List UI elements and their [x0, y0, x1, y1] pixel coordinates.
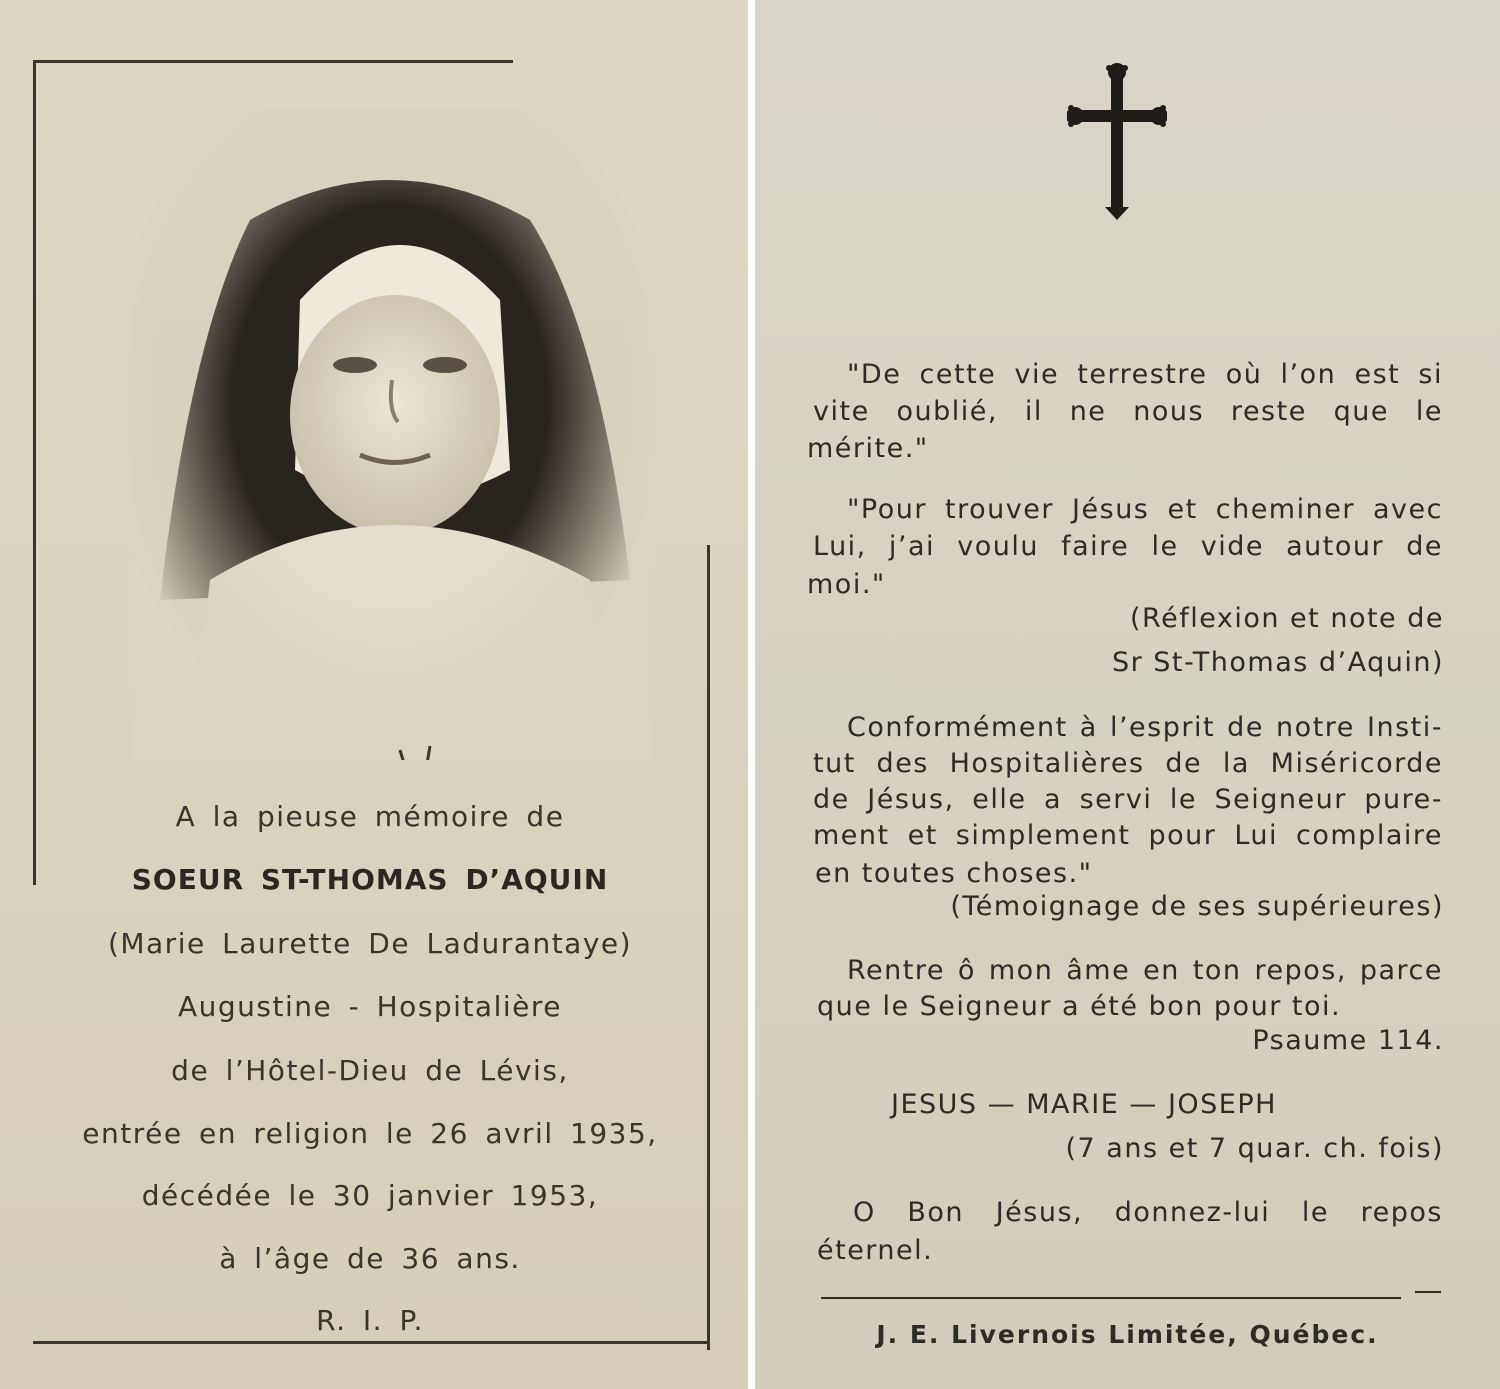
testimony-line1: Conformément à l’esprit de notre Insti- [847, 712, 1443, 743]
testimony-line4: ment et simplement pour Lui complaire [813, 820, 1443, 851]
portrait-photo [130, 110, 650, 760]
border-left-rule [33, 60, 36, 885]
testimony-line3: de Jésus, elle a servi le Seigneur pure- [813, 784, 1443, 815]
indulgence-note: (7 ans et 7 quar. ch. fois) [1065, 1133, 1444, 1164]
attribution1-line2: Sr St-Thomas d’Aquin) [1111, 647, 1444, 678]
memorial-card-back [755, 0, 1500, 1389]
death-date: décédée le 30 janvier 1953, [141, 1179, 599, 1212]
religious-order: Augustine - Hospitalière [177, 990, 562, 1023]
entry-date: entrée en religion le 26 avril 1935, [82, 1117, 658, 1150]
psalm-reference: Psaume 114. [1252, 1025, 1444, 1056]
memorial-card-front [0, 0, 748, 1389]
footer-rule [821, 1297, 1401, 1299]
memorial-line: A la pieuse mémoire de [175, 800, 565, 833]
quote2-line3: moi." [807, 569, 886, 600]
cross-icon [1067, 62, 1167, 222]
testimony-line2: tut des Hospitalières de la Miséricorde [813, 748, 1443, 779]
quote1-line1: "De cette vie terrestre où l’on est si [847, 359, 1443, 390]
birth-name: (Marie Laurette De Ladurantaye) [107, 927, 633, 960]
rip-text: R. I. P. [316, 1304, 424, 1337]
psalm-line1: Rentre ô mon âme en ton repos, parce [847, 955, 1443, 986]
border-top-rule [33, 60, 513, 63]
border-bottom-rule [33, 1341, 710, 1344]
nun-portrait-icon [130, 110, 650, 760]
attribution1-line1: (Réflexion et note de [1130, 603, 1444, 634]
border-right-rule [707, 545, 710, 1350]
testimony-line5: en toutes choses." [815, 858, 1093, 889]
quote1-line2: vite oublié, il ne nous reste que le [813, 396, 1443, 427]
hospital-place: de l’Hôtel-Dieu de Lévis, [171, 1054, 569, 1087]
footer-rule-dash [1415, 1291, 1441, 1293]
printer-credit: J. E. Livernois Limitée, Québec. [876, 1320, 1379, 1349]
prayer-line1: O Bon Jésus, donnez-lui le repos [853, 1197, 1443, 1228]
quote2-line1: "Pour trouver Jésus et cheminer avec [847, 494, 1443, 525]
age-at-death: à l’âge de 36 ans. [219, 1242, 521, 1275]
sister-name: SOEUR ST-THOMAS D’AQUIN [131, 863, 609, 896]
quote2-line2: Lui, j’ai voulu faire le vide autour de [813, 531, 1443, 562]
invocation: JESUS — MARIE — JOSEPH [891, 1089, 1277, 1120]
psalm-line2: que le Seigneur a été bon pour toi. [817, 991, 1342, 1022]
attribution2: (Témoignage de ses supérieures) [950, 891, 1444, 922]
prayer-line2: éternel. [817, 1235, 934, 1266]
quote1-line3: mérite." [807, 433, 929, 464]
